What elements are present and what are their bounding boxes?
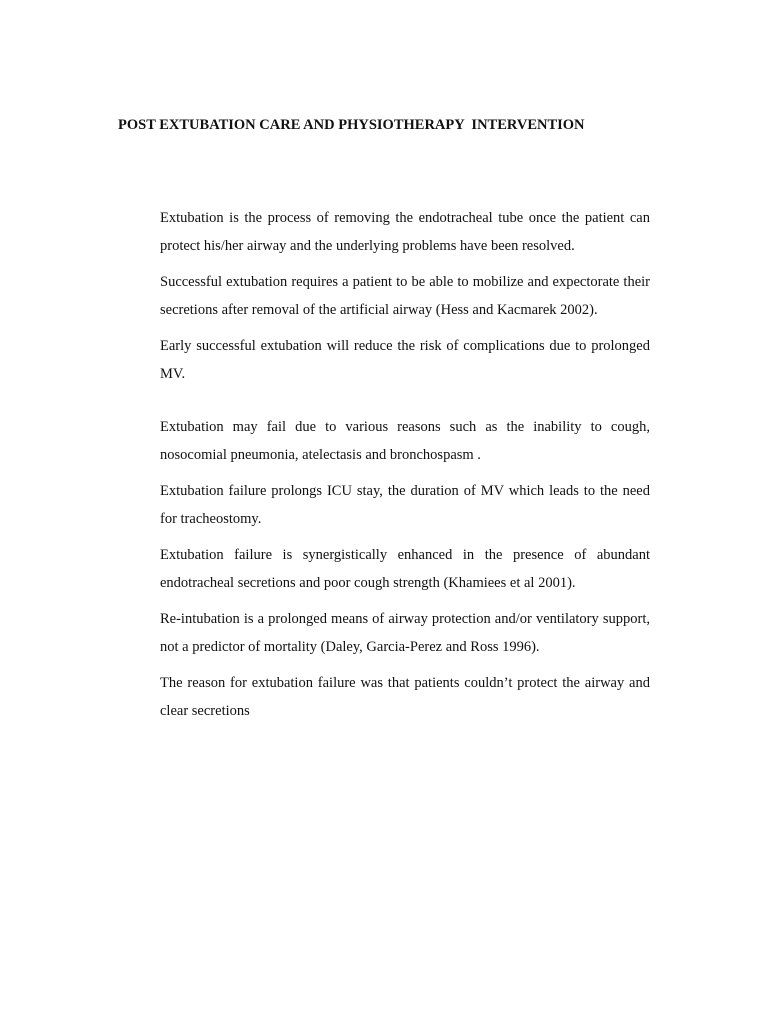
- paragraph-reintubation: Re-intubation is a prolonged means of airway protection and/or ventilatory support, not a predictor of mortality (Daley, Garcia-Perez and Ross 1996).: [160, 611, 650, 655]
- paragraph-failure-secretions: Extubation failure is synergistically enhanced in the presence of abundant endotracheal secretions and poor cough strength (Khamiees et al 2001).: [160, 547, 650, 591]
- paragraph-successful-extubation: Successful extubation requires a patient to be able to mobilize and expectorate their secretions after removal of the artificial airway (Hess and Kacmarek 2002).: [160, 274, 650, 318]
- document-title: POST EXTUBATION CARE AND PHYSIOTHERAPY INTERVENTION: [118, 117, 585, 133]
- paragraph-failure-reasons: Extubation may fail due to various reasons such as the inability to cough, nosocomial pneumonia, atelectasis and bronchospasm .: [160, 419, 650, 463]
- paragraph-early-extubation: Early successful extubation will reduce the risk of complications due to prolonged MV.: [160, 338, 650, 382]
- paragraph-failure-cause: The reason for extubation failure was that patients couldn’t protect the airway and clear secretions: [160, 675, 650, 719]
- paragraph-failure-prolongs-stay: Extubation failure prolongs ICU stay, the duration of MV which leads to the need for tracheostomy.: [160, 483, 650, 527]
- document-body: [160, 205, 650, 725]
- paragraph-extubation-definition: Extubation is the process of removing the endotracheal tube once the patient can protect his/her airway and the underlying problems have been resolved.: [160, 210, 650, 254]
